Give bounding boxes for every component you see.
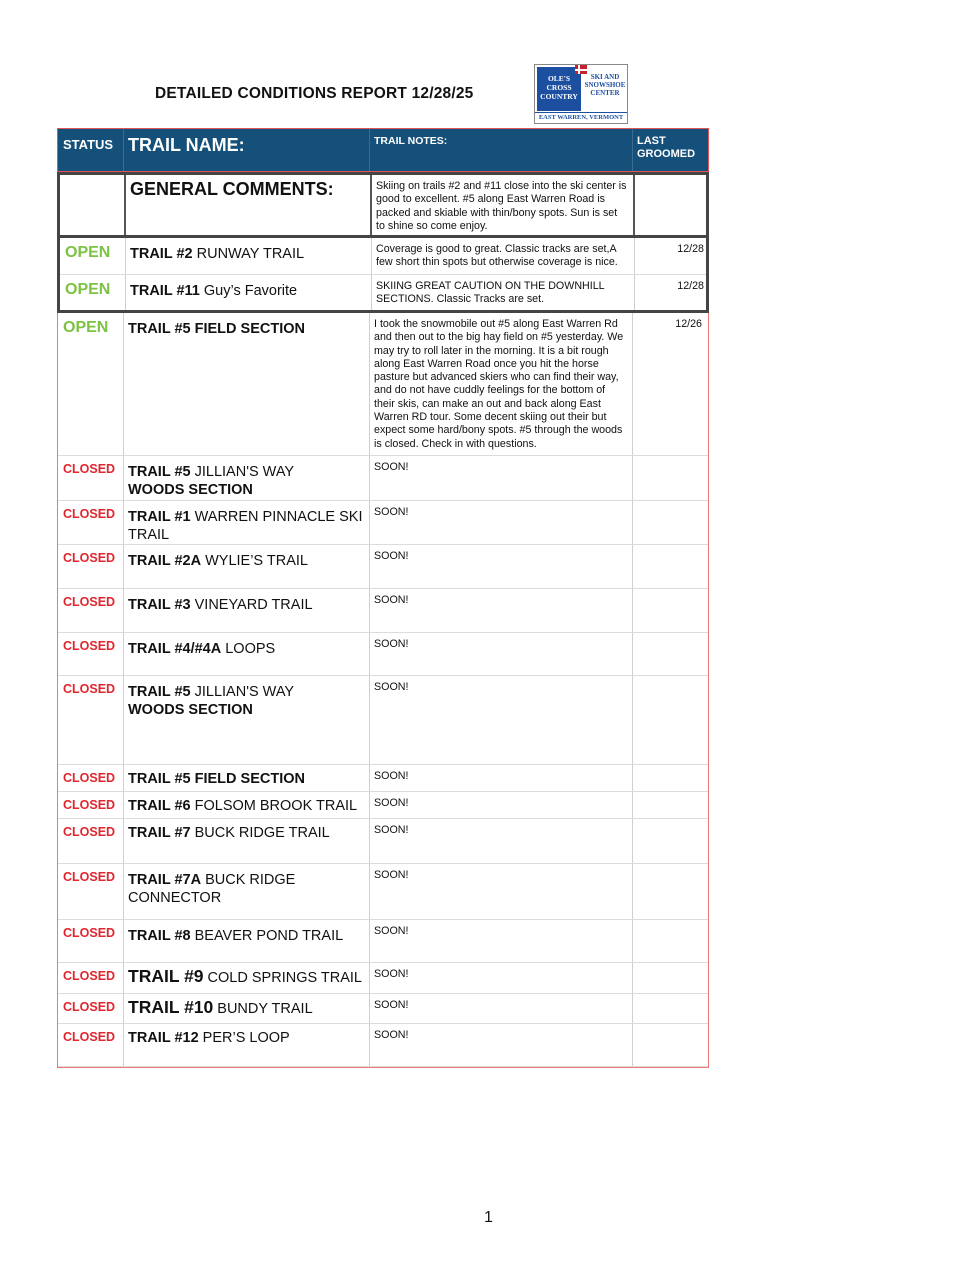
groomed-cell [633, 920, 708, 962]
trail-name: Guy’s Favorite [199, 283, 298, 299]
trail-name: RUNWAY TRAIL [192, 246, 305, 262]
table-row [58, 792, 708, 819]
groomed-cell: 12/28 [677, 243, 704, 255]
table-row [60, 238, 706, 274]
trail-name: LOOPS [221, 641, 276, 657]
trail-number: TRAIL #5 FIELD SECTION [128, 321, 305, 337]
trail-name-cell [124, 819, 370, 863]
table-row [60, 274, 706, 310]
logo-text: CENTER [590, 89, 620, 97]
trail-number: TRAIL #4/#4A [128, 641, 222, 657]
table-row [58, 819, 708, 864]
groomed-cell [633, 456, 708, 500]
groomed-cell [633, 545, 708, 588]
groomed-cell [633, 963, 708, 993]
trail-notes-cell: SOON! [370, 456, 633, 500]
status-cell: CLOSED [58, 765, 124, 791]
trail-notes-cell: SOON! [370, 994, 633, 1023]
general-comments-notes: Skiing on trails #2 and #11 close into the ski center is good to excellent. #5 along East Warren Road is packed and skiable with thin/bony spots. Sun is set to shine so come enjoy. [372, 175, 635, 235]
status-cell: CLOSED [58, 994, 124, 1023]
trail-name-cell [124, 864, 370, 919]
status-cell: CLOSED [58, 589, 124, 632]
trail-number: TRAIL #7A [128, 872, 202, 888]
table-row [58, 676, 708, 765]
trail-name: FOLSOM BROOK TRAIL [190, 798, 358, 814]
status-cell: CLOSED [58, 501, 124, 544]
trail-name: BUNDY TRAIL [213, 1001, 313, 1017]
groomed-cell [633, 792, 708, 818]
trail-name-cell [124, 963, 370, 993]
table-row [58, 994, 708, 1024]
table-row [58, 456, 708, 501]
trail-name-cell [124, 313, 370, 455]
header-trail-notes: TRAIL NOTES: [370, 129, 633, 171]
trail-number: TRAIL #2 [130, 246, 193, 262]
trail-number: TRAIL #3 [128, 597, 191, 613]
trail-number: TRAIL #12 [128, 1030, 199, 1046]
trail-notes-cell: SOON! [370, 633, 633, 675]
status-cell: OPEN [58, 313, 124, 455]
trail-number: TRAIL #5 FIELD SECTION [128, 771, 305, 787]
report-title: DETAILED CONDITIONS REPORT 12/28/25 [155, 85, 474, 102]
trail-notes-cell: SOON! [370, 501, 633, 544]
trail-notes-cell: I took the snowmobile out #5 along East Warren Rd and then out to the big hay field on #5 yesterday. We may try to roll later in the morning. It is a bit rough along East Warren Road once you hit the horse pasture but advanced skiers who can find their way, and do not have cuddly feelings for the bottom of their skis, can make an out and back along East Warren RD tour. Some decent skiing out their but expect some hard/bony spots. #5 through the woods is closed. Check in with questions. [370, 313, 633, 455]
trail-name: WARREN PINNACLE SKI TRAIL [128, 509, 363, 543]
header-trail-name: TRAIL NAME: [124, 129, 370, 171]
status-cell: CLOSED [58, 545, 124, 588]
status-cell: CLOSED [58, 819, 124, 863]
table-row [58, 765, 708, 792]
trail-number: TRAIL #10 [128, 997, 214, 1017]
status-cell: CLOSED [58, 792, 124, 818]
table-row [58, 545, 708, 589]
trail-name-cell [124, 676, 370, 764]
general-comments-row [57, 172, 709, 238]
status-cell: CLOSED [58, 676, 124, 764]
groomed-cell [633, 633, 708, 675]
trail-name: BUCK RIDGE CONNECTOR [128, 872, 296, 906]
trail-name-cell [124, 792, 370, 818]
groomed-cell [633, 589, 708, 632]
trail-name-cell [124, 456, 370, 500]
trail-notes-cell: SOON! [370, 676, 633, 764]
trail-name-line2: WOODS SECTION [128, 482, 253, 498]
status-cell: CLOSED [58, 864, 124, 919]
table-row [58, 864, 708, 920]
trail-number: TRAIL #1 [128, 509, 191, 525]
status-cell: CLOSED [58, 1024, 124, 1066]
page-number: 1 [484, 1209, 493, 1226]
header-last-groomed-line: LAST [637, 135, 666, 147]
groomed-cell: 12/26 [675, 318, 702, 330]
trail-notes-cell: SKIING GREAT CAUTION ON THE DOWNHILL SECTIONS. Classic Tracks are set. [372, 275, 635, 310]
groomed-cell [633, 864, 708, 919]
header-last-groomed-line: GROOMED [637, 148, 696, 160]
center-logo [534, 64, 628, 124]
header-last-groomed [633, 129, 708, 171]
trail-name-cell [124, 633, 370, 675]
groomed-cell: 12/28 [677, 280, 704, 292]
trail-name: WYLIE’S TRAIL [201, 553, 308, 569]
groomed-cell [633, 1024, 708, 1066]
trail-name: BUCK RIDGE TRAIL [190, 825, 330, 841]
trail-notes-cell: SOON! [370, 545, 633, 588]
trail-name-cell [126, 238, 372, 274]
trail-notes-cell: SOON! [370, 920, 633, 962]
table-row [58, 963, 708, 994]
status-cell: CLOSED [58, 963, 124, 993]
trail-name-cell [124, 994, 370, 1023]
table-row [58, 589, 708, 633]
trail-number: TRAIL #11 [130, 283, 200, 299]
logo-text: SKI AND [590, 73, 620, 81]
trail-name-cell [124, 589, 370, 632]
logo-text: CROSS [546, 83, 572, 92]
trail-name: VINEYARD TRAIL [190, 597, 313, 613]
status-cell: OPEN [60, 238, 126, 274]
table-row [58, 313, 708, 456]
logo-text: OLE'S [547, 74, 571, 83]
table-row [58, 633, 708, 676]
trail-notes-cell: SOON! [370, 765, 633, 791]
table-row [58, 1024, 708, 1067]
status-cell: CLOSED [58, 456, 124, 500]
trail-notes-cell: SOON! [370, 963, 633, 993]
trail-rows-block [57, 313, 709, 1068]
trail-number: TRAIL #2A [128, 553, 202, 569]
groomed-cell [633, 501, 708, 544]
trail-number: TRAIL #6 [128, 798, 191, 814]
groomed-cell [633, 765, 708, 791]
groomed-cell [633, 994, 708, 1023]
table-row [58, 501, 708, 545]
logo-location: EAST WARREN, VERMONT [535, 112, 627, 121]
trail-name-line2: WOODS SECTION [128, 702, 253, 718]
trail-name: COLD SPRINGS TRAIL [203, 970, 362, 986]
trail-number: TRAIL #5 [128, 464, 191, 480]
logo-right-panel [583, 73, 627, 97]
trail-notes-cell: SOON! [370, 589, 633, 632]
trail-notes-cell: SOON! [370, 864, 633, 919]
logo-text: COUNTRY [540, 92, 578, 101]
logo-text: SNOWSHOE [584, 81, 626, 89]
trail-name: PER’S LOOP [198, 1030, 290, 1046]
trail-name-cell [124, 501, 370, 544]
groomed-cell [633, 819, 708, 863]
status-cell: CLOSED [58, 920, 124, 962]
trail-name-cell [126, 275, 372, 310]
table-row [58, 920, 708, 963]
general-groomed-cell [635, 175, 710, 235]
trail-number: TRAIL #7 [128, 825, 191, 841]
trail-name-cell [124, 765, 370, 791]
trail-number: TRAIL #5 [128, 684, 191, 700]
trail-name-cell [124, 1024, 370, 1066]
open-trails-block [57, 238, 709, 313]
general-comments-label: GENERAL COMMENTS: [126, 175, 372, 235]
trail-name: JILLIAN'S WAY [190, 684, 295, 700]
status-cell: CLOSED [58, 633, 124, 675]
trail-notes-cell: SOON! [370, 1024, 633, 1066]
trail-number: TRAIL #8 [128, 928, 191, 944]
trail-name-cell [124, 920, 370, 962]
groomed-cell [633, 676, 708, 764]
trail-name: BEAVER POND TRAIL [190, 928, 344, 944]
header-status: STATUS [58, 129, 124, 171]
status-cell: OPEN [60, 275, 126, 310]
trail-number: TRAIL #9 [128, 966, 204, 986]
trail-name-cell [124, 545, 370, 588]
general-status-cell [60, 175, 126, 235]
trail-notes-cell: Coverage is good to great. Classic tracks are set,A few short thin spots but otherwise coverage is nice. [372, 238, 635, 274]
table-header [57, 128, 709, 172]
trail-notes-cell: SOON! [370, 792, 633, 818]
trail-name: JILLIAN'S WAY [190, 464, 295, 480]
trail-notes-cell: SOON! [370, 819, 633, 863]
conditions-table [57, 128, 709, 1068]
